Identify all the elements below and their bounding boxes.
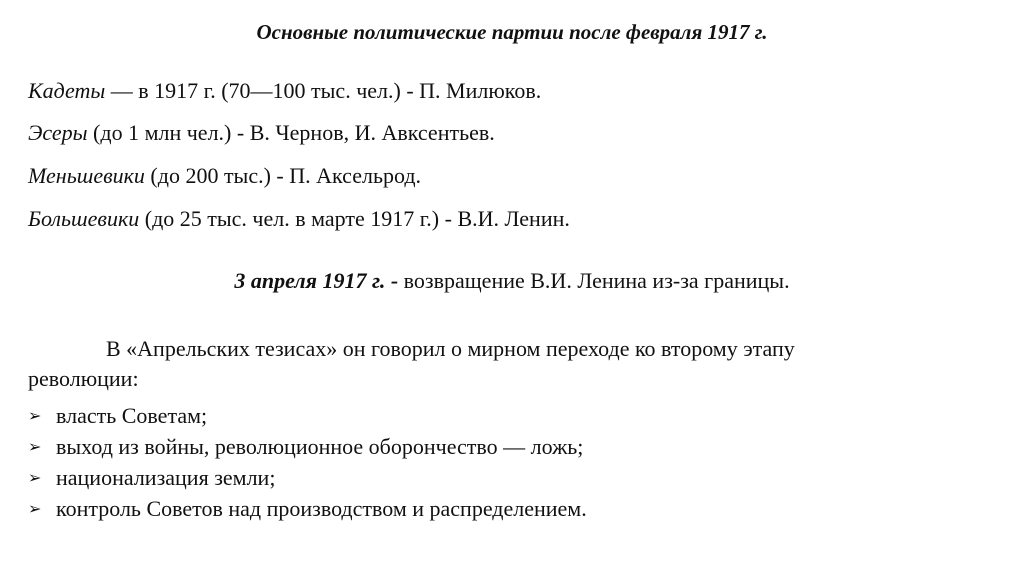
theses-intro-line-2: революции: [28, 366, 139, 391]
party-info: (до 1 млн чел.) - В. Чернов, И. Авксентьев. [87, 120, 495, 145]
arrow-bullet-icon: ➢ [28, 468, 42, 487]
theses-intro-line-1: В «Апрельских тезисах» он говорил о мирном переходе ко второму этапу [106, 336, 795, 361]
party-info: (до 25 тыс. чел. в марте 1917 г.) - В.И. Ленин. [139, 206, 570, 231]
party-info: — в 1917 г. (70—100 тыс. чел.) - П. Милюков. [105, 78, 542, 103]
party-name: Большевики [28, 206, 140, 231]
slide-title: Основные политические партии после февраля 1917 г. [256, 20, 768, 44]
list-item [28, 493, 587, 524]
event-line [0, 268, 1024, 294]
party-name: Кадеты [28, 78, 106, 103]
party-name: Меньшевики [28, 163, 145, 188]
arrow-bullet-icon: ➢ [28, 499, 42, 518]
arrow-bullet-icon: ➢ [28, 437, 42, 456]
list-item-text: национализация земли; [56, 465, 276, 490]
event-date: 3 апреля 1917 г. - [234, 268, 399, 293]
party-mensheviks [28, 163, 421, 189]
list-item [28, 462, 587, 493]
list-item-text: контроль Советов над производством и распределением. [56, 496, 587, 521]
list-item [28, 431, 587, 462]
list-item-text: выход из войны, революционное оборончество — ложь; [56, 434, 584, 459]
theses-list [28, 400, 587, 524]
arrow-bullet-icon: ➢ [28, 406, 42, 425]
list-item [28, 400, 587, 431]
party-name: Эсеры [28, 120, 88, 145]
party-bolsheviks [28, 206, 570, 232]
party-esers [28, 120, 495, 146]
theses-intro [28, 334, 928, 394]
event-text: возвращение В.И. Ленина из-за границы. [398, 268, 790, 293]
list-item-text: власть Советам; [56, 403, 208, 428]
party-kadets [28, 78, 541, 104]
party-info: (до 200 тыс.) - П. Аксельрод. [144, 163, 422, 188]
